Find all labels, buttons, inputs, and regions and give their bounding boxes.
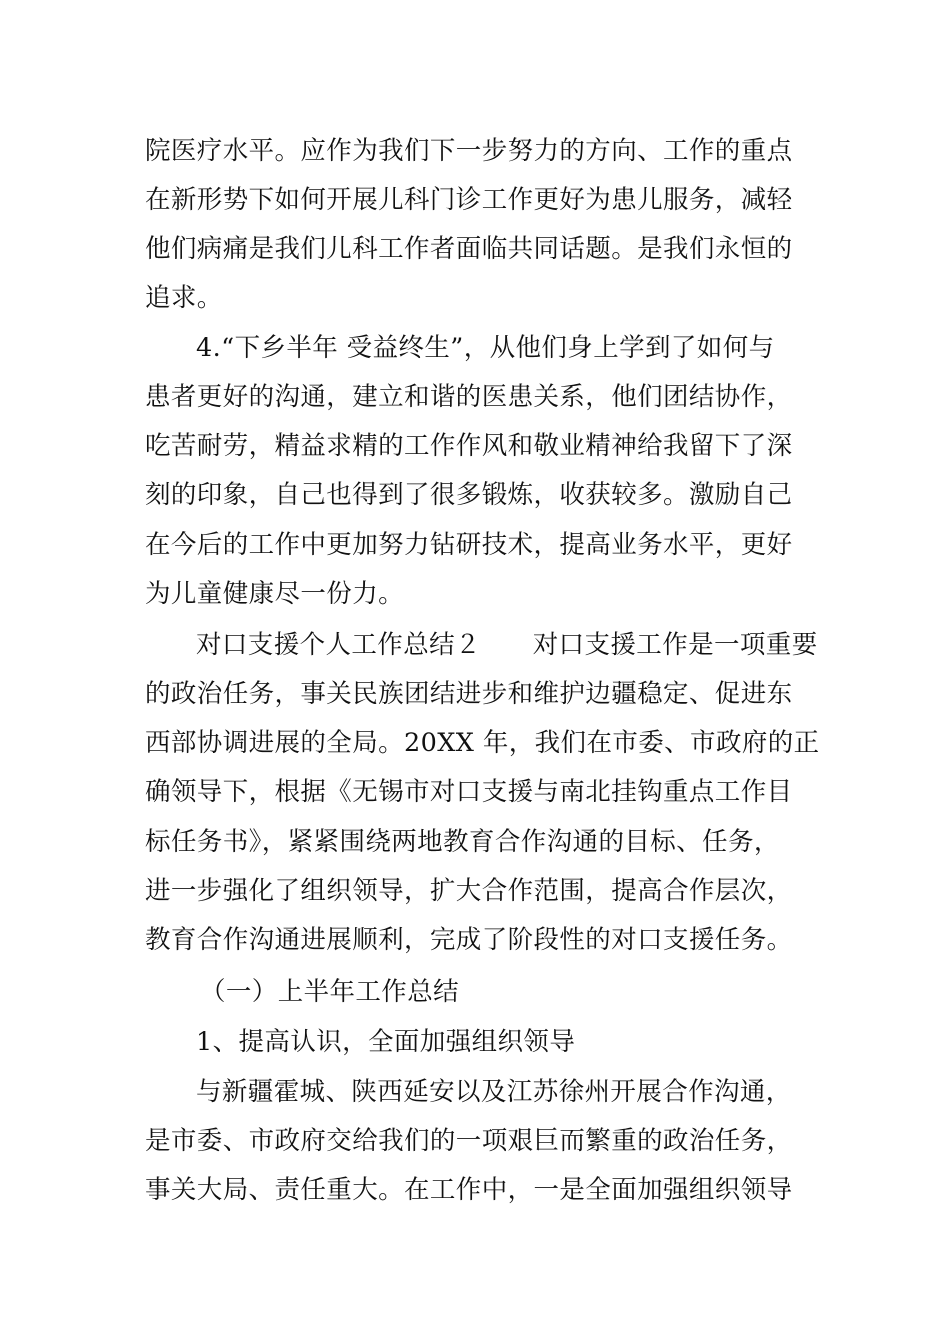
text-line: 追求。	[145, 283, 223, 313]
text-line: 院医疗水平。应作为我们下一步努力的方向、工作的重点	[145, 136, 793, 166]
text-line: 标任务书》，紧紧围绕两地教育合作沟通的目标、任务，	[145, 827, 780, 857]
text-line: 他们病痛是我们儿科工作者面临共同话题。是我们永恒的	[145, 234, 793, 264]
text-line: 事关大局、责任重大。在工作中，一是全面加强组织领导	[145, 1175, 793, 1205]
text-line: 的政治任务，事关民族团结进步和维护边疆稳定、促进东	[145, 679, 793, 709]
text-line: 西部协调进展的全局。20XX 年，我们在市委、市政府的正	[145, 728, 820, 758]
section-heading: （一）上半年工作总结	[200, 977, 460, 1007]
text-line: 在新形势下如何开展儿科门诊工作更好为患儿服务，减轻	[145, 185, 793, 215]
text-line: 对口支援个人工作总结２ 对口支援工作是一项重要	[196, 630, 818, 660]
text-line: 教育合作沟通进展顺利，完成了阶段性的对口支援任务。	[145, 925, 793, 955]
text-line: 吃苦耐劳，精益求精的工作作风和敬业精神给我留下了深	[145, 431, 793, 461]
text-line: 是市委、市政府交给我们的一项艰巨而繁重的政治任务，	[145, 1126, 793, 1156]
text-line: 进一步强化了组织领导，扩大合作范围，提高合作层次，	[145, 876, 793, 906]
text-line: 刻的印象，自己也得到了很多锻炼，收获较多。激励自己	[145, 480, 793, 510]
text-line: 患者更好的沟通，建立和谐的医患关系，他们团结协作，	[145, 382, 793, 412]
text-line: 确领导下，根据《无锡市对口支援与南北挂钩重点工作目	[145, 777, 793, 807]
text-line: 与新疆霍城、陕西延安以及江苏徐州开展合作沟通，	[196, 1077, 792, 1107]
text-line: 为儿童健康尽一份力。	[145, 579, 405, 609]
text-line: 4.“下乡半年 受益终生”，从他们身上学到了如何与	[196, 333, 775, 363]
text-line: 在今后的工作中更加努力钻研技术，提高业务水平，更好	[145, 530, 793, 560]
subsection-heading: 1、提高认识，全面加强组织领导	[196, 1027, 576, 1057]
